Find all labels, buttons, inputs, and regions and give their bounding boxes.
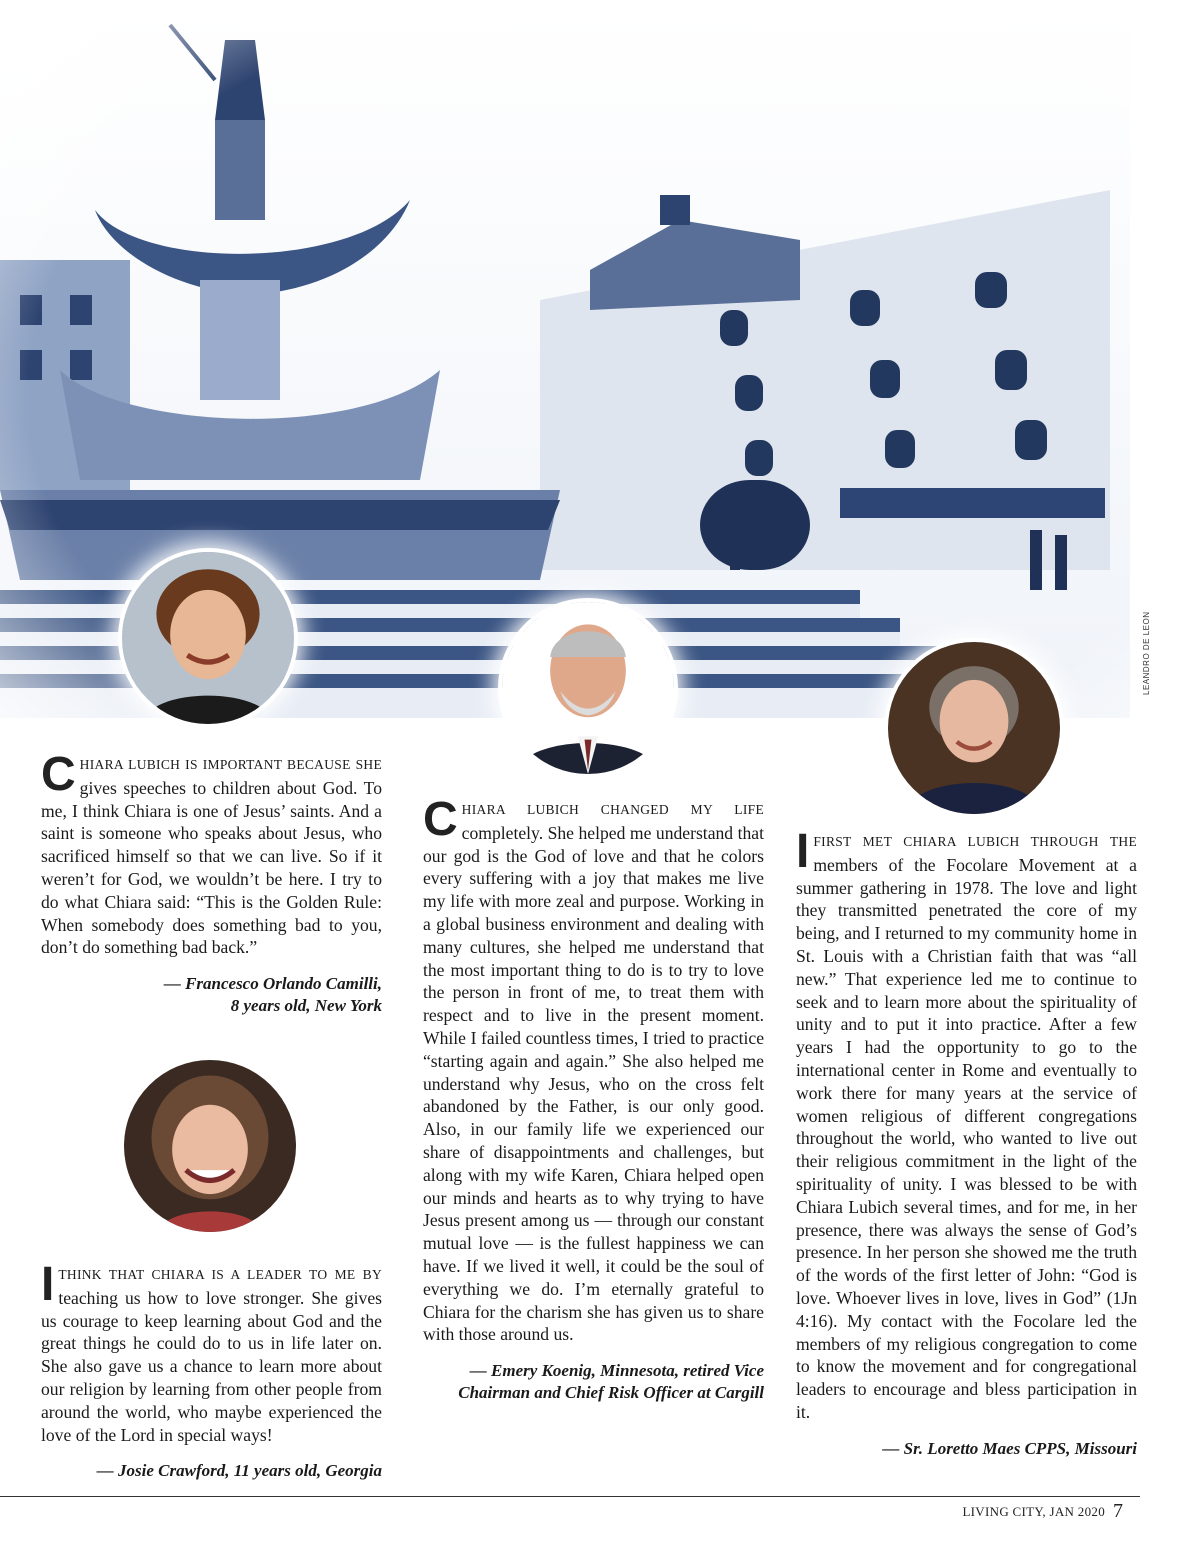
attribution-detail: Chairman and Chief Risk Officer at Cargill [458, 1383, 764, 1403]
testimonial-text [41, 748, 382, 959]
testimonial-josie [41, 1258, 382, 1482]
dropcap: I [41, 1258, 55, 1311]
testimonial-text [41, 1258, 382, 1446]
body-text: teaching us how to love stronger. She gives us courage to keep learning about God and the great things he could do to us in life later on. She also gave us a chance to learn more about our religion by learning from other people from around the world, who maybe experienced the love of the Lord in special ways! [41, 1287, 382, 1445]
portrait-josie-crawford [124, 1060, 296, 1232]
bottom-rule [0, 1496, 1140, 1497]
lead-in: HIARA LUBICH CHANGED MY LIFE [461, 802, 764, 817]
attribution [41, 973, 382, 1017]
attribution-name: — Francesco Orlando Camilli, [163, 974, 382, 994]
attribution [41, 1460, 382, 1482]
portrait-loretto-maes [888, 642, 1060, 814]
attribution [796, 1438, 1137, 1460]
body-text: completely. She helped me understand that our god is the God of love and that he colors every suffering with a joy that makes me live my life with more zeal and purpose. Working in a global business environment and dealing with many cultures, she helped me understand that the most important thing to do is to try to love the person in front of me, to treat them with respect and to live in the present moment. While I failed countless times, I tried to practice “starting again and again.” She also helped me understand why Jesus, who on the cross felt abandoned by the Father, is our only good. Also, in our family life we experienced our share of disappointments and challenges, but along with my wife Karen, Chiara helped open our minds and hearts as to why trying to have Jesus present among us — through our constant mutual love — is the fullest happiness we can have. If we lived it well, it could be the soul of everything we do. I’m eternally grateful to Chiara for the charism she has given us to share with those around us. [423, 822, 764, 1345]
dropcap: C [41, 748, 76, 801]
lead-in: FIRST MET CHIARA LUBICH THROUGH THE [813, 834, 1137, 849]
testimonial-loretto [796, 825, 1137, 1460]
lead-in: THINK THAT CHIARA IS A LEADER TO ME BY [58, 1267, 382, 1282]
portrait-emery-koenig [502, 602, 674, 774]
lead-in: HIARA LUBICH IS IMPORTANT BECAUSE SHE [79, 757, 382, 772]
portrait-francesco-camilli [122, 552, 294, 724]
testimonial-emery [423, 793, 764, 1404]
attribution-name: — Emery Koenig, Minnesota, retired Vice [469, 1361, 764, 1381]
page-number: 7 [1113, 1500, 1123, 1522]
testimonial-text [796, 825, 1137, 1424]
attribution [423, 1360, 764, 1404]
attribution-detail: 8 years old, New York [230, 996, 382, 1016]
dropcap: I [796, 825, 810, 878]
testimonial-text [423, 793, 764, 1346]
attribution-name: — Sr. Loretto Maes CPPS, Missouri [882, 1438, 1137, 1458]
body-text: gives speeches to children about God. To me, I think Chiara is one of Jesus’ saints. And a saint is someone who speaks about Jesus, who sacrificed himself so that we can live. So if it weren’t for God, we wouldn’t be here. I try to do what Chiara said: “This is the Golden Rule: When somebody does something bad to you, don’t do something bad back.” [41, 777, 382, 958]
photo-credit: LEANDRO DE LEON [1142, 611, 1151, 695]
dropcap: C [423, 793, 458, 846]
attribution-name: — Josie Crawford, 11 years old, Georgia [96, 1461, 382, 1481]
body-text: members of the Focolare Movement at a summer gathering in 1978. The love and light they transmitted penetrated the core of my being, and I returned to my community home in St. Louis with a Christian faith that was “all new.” That experience led me to continue to seek and to learn more about the spirituality of unity and to put it into practice. After a few years I had the opportunity to go to the international center in Rome and eventually to work there for many years at the service of women religious of different congregations throughout the world, who wanted to live out their religious commitment in the light of the spirituality of unity. I was blessed to be with Chiara Lubich several times, and for me, in her presence, there was always the sense of God’s presence. In her person she showed me the truth of the words of the first letter of John: “God is love. Whoever lives in love, lives in God” (1Jn 4:16). My contact with the Focolare led the members of my religious congregation to come to know the movement and for congregational leaders to encourage and bless participation in it. [796, 854, 1137, 1422]
testimonial-francesco [41, 748, 382, 1017]
footer-publication: LIVING CITY, JAN 2020 [962, 1504, 1105, 1519]
